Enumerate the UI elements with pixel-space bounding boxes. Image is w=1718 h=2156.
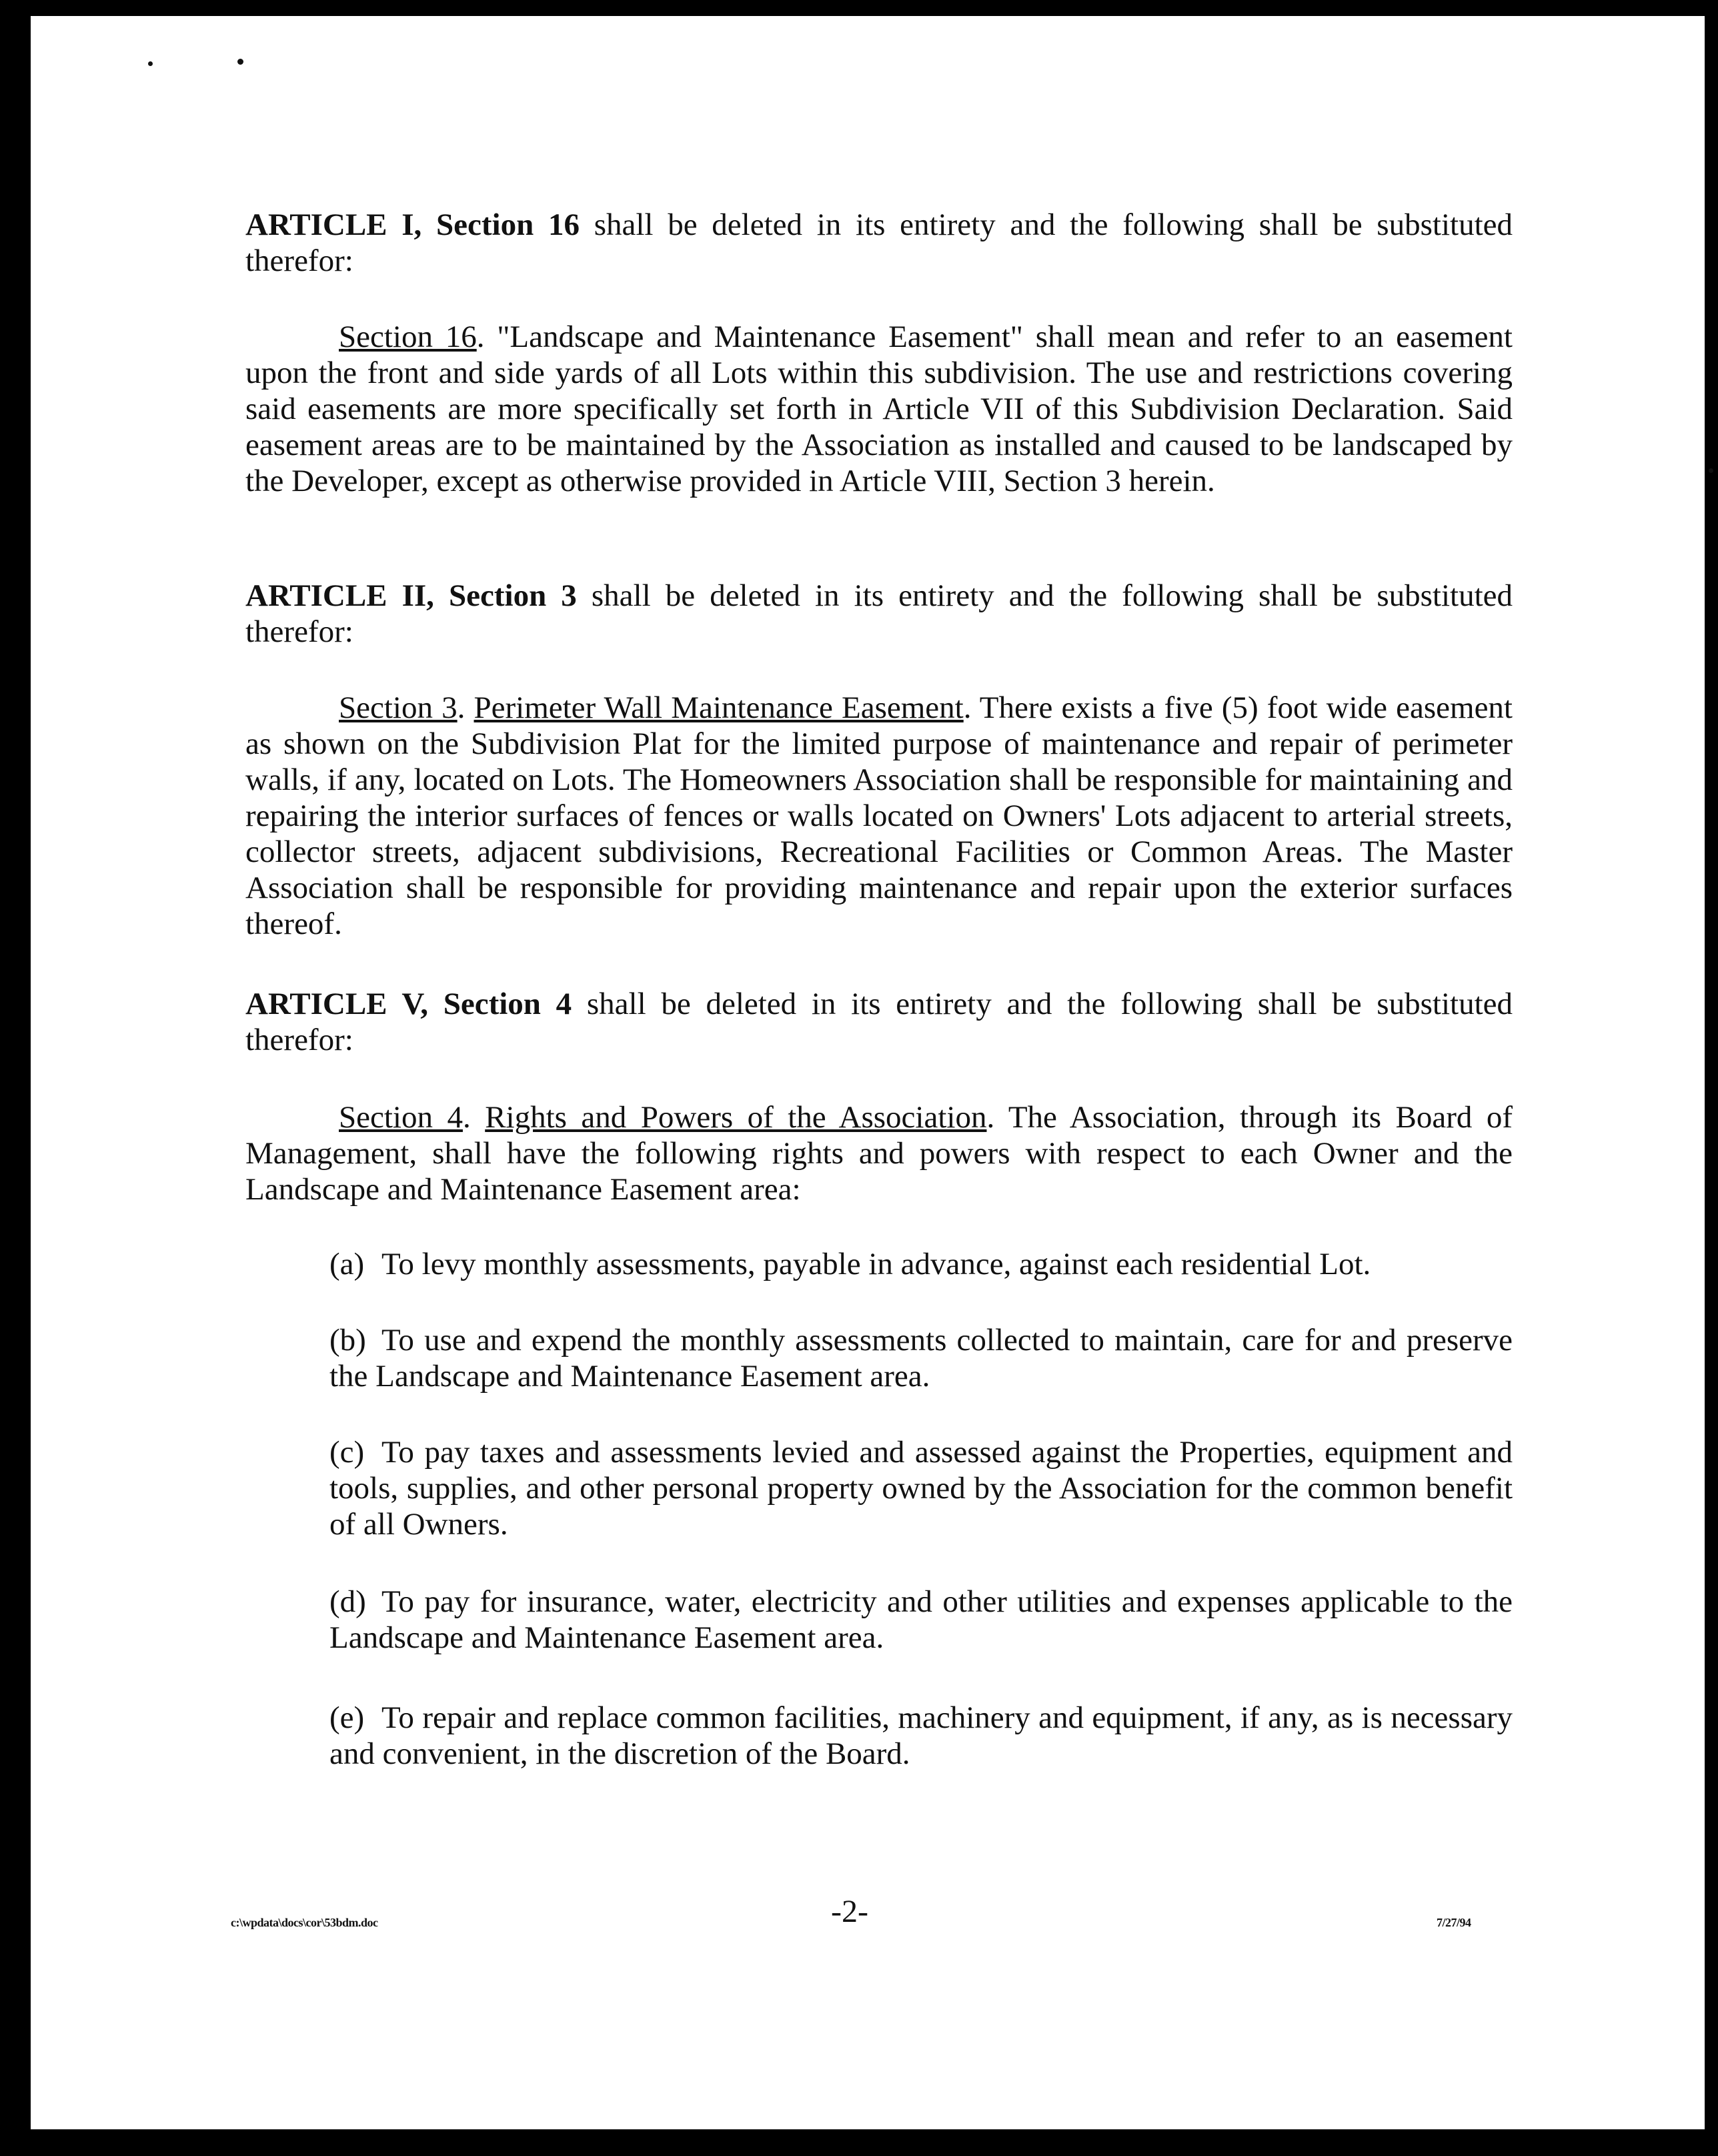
scan-speck xyxy=(1709,468,1713,473)
article-i-heading: ARTICLE I, Section 16 xyxy=(245,207,580,242)
article-i-paragraph xyxy=(245,207,1513,279)
section-16-paragraph xyxy=(245,319,1513,499)
list-item-text: To pay taxes and assessments levied and assessed against the Properties, equipment and tools, supplies, and other personal property owned by the Association for the common benefit of all Owners. xyxy=(329,1435,1513,1542)
article-ii-paragraph xyxy=(245,578,1513,650)
article-i-intro: shall be deleted in its entirety and the following shall be substituted therefor: xyxy=(245,207,1513,278)
section-4-title: Rights and Powers of the Association xyxy=(485,1100,987,1135)
list-item-text: To pay for insurance, water, electricity and other utilities and expenses applicable to the Landscape and Maintenance Easement area. xyxy=(329,1584,1513,1655)
article-v-paragraph xyxy=(245,986,1513,1058)
section-3-text: . There exists a five (5) foot wide easement as shown on the Subdivision Plat for the limited purpose of maintenance and repair of perimeter walls, if any, located on Lots. The Homeowners Association shall be responsible for maintaining and repairing the interior surfaces of fences or walls located on Owners' Lots adjacent to arterial streets, collector streets, adjacent subdivisions, Recreational Facilities or Common Areas. The Master Association shall be responsible for providing maintenance and repair upon the exterior surfaces thereof. xyxy=(245,690,1513,941)
list-item xyxy=(329,1434,1513,1542)
article-ii-intro: shall be deleted in its entirety and the following shall be substituted therefor: xyxy=(245,578,1513,649)
list-item-text: To use and expend the monthly assessments collected to maintain, care for and preserve the Landscape and Maintenance Easement area. xyxy=(329,1323,1513,1394)
list-item-marker: (a) xyxy=(329,1247,365,1281)
scan-speck xyxy=(237,59,243,65)
list-item-marker: (c) xyxy=(329,1435,365,1470)
article-v-heading: ARTICLE V, Section 4 xyxy=(245,987,572,1021)
list-item-text: To repair and replace common facilities, machinery and equipment, if any, as is necessary and convenient, in the discretion of the Board. xyxy=(329,1700,1513,1771)
footer-date: 7/27/94 xyxy=(1437,1916,1471,1929)
list-item-marker: (b) xyxy=(329,1323,366,1358)
article-v-intro: shall be deleted in its entirety and the following shall be substituted therefor: xyxy=(245,987,1513,1057)
footer-file-path: c:\wpdata\docs\cor\53bdm.doc xyxy=(231,1916,378,1929)
section-16-text: . "Landscape and Maintenance Easement" shall mean and refer to an easement upon the front and side yards of all Lots within this subdivision. The use and restrictions covering said easements are more specifically set forth in Article VII of this Subdivision Declaration. Said easement areas are to be maintained by the Association as installed and caused to be landscaped by the Developer, except as otherwise provided in Article VIII, Section 3 herein. xyxy=(245,320,1513,498)
list-item-marker: (d) xyxy=(329,1584,366,1619)
list-item-text: To levy monthly assessments, payable in advance, against each residential Lot. xyxy=(381,1247,1371,1281)
page-number: -2- xyxy=(831,1894,868,1929)
section-3-label: Section 3 xyxy=(339,690,458,725)
section-16-label: Section 16 xyxy=(339,320,477,354)
section-3-title: Perimeter Wall Maintenance Easement xyxy=(474,690,964,725)
section-4-text: . The Association, through its Board of Management, shall have the following rights and powers with respect to each Owner and the Landscape and Maintenance Easement area: xyxy=(245,1100,1513,1207)
scan-speck xyxy=(148,61,153,66)
article-ii-heading: ARTICLE II, Section 3 xyxy=(245,578,577,613)
list-item xyxy=(329,1322,1513,1394)
list-item xyxy=(329,1700,1513,1772)
section-4-label: Section 4 xyxy=(339,1100,463,1135)
section-3-paragraph: Section 3. Perimeter Wall Maintenance Easement. There exists a five (5) foot wide easement as shown on the Subdivision Plat for the limited purpose of maintenance and repair of perimeter walls, if any, located on Lots. The Homeowners Association shall be responsible for maintaining and repairing the interior surfaces of fences or walls located on Owners' Lots adjacent to arterial streets, collector streets, adjacent subdivisions, Recreational Facilities or Common Areas. The Master Association shall be responsible for providing maintenance and repair upon the exterior surfaces thereof. xyxy=(245,690,1513,941)
section-4-paragraph: Section 4. Rights and Powers of the Association. The Association, through its Board of Management, shall have the following rights and powers with respect to each Owner and the Landscape and Maintenance Easement area: xyxy=(245,1100,1513,1207)
list-item xyxy=(329,1246,1513,1282)
list-item xyxy=(329,1584,1513,1656)
list-item-marker: (e) xyxy=(329,1700,365,1735)
